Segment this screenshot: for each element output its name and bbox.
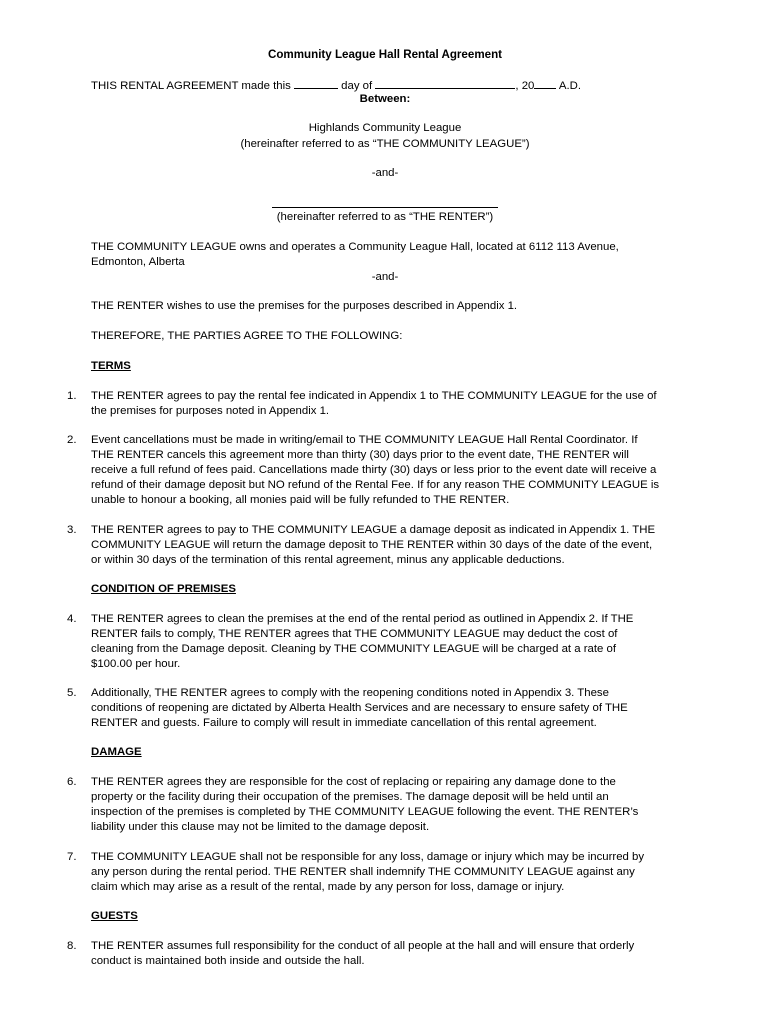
intro-prefix: THIS RENTAL AGREEMENT made this: [91, 80, 291, 92]
therefore-paragraph: THEREFORE, THE PARTIES AGREE TO THE FOLLOWING:: [91, 330, 403, 342]
clause-line: cleaning from the Damage deposit. Cleaning by THE COMMUNITY LEAGUE will be charged at a rate of: [91, 643, 617, 655]
clause-line: the premises for purposes noted in Appendix 1.: [91, 405, 330, 417]
clause-line: THE RENTER agrees to pay to THE COMMUNITY LEAGUE a damage deposit as indicated in Appendix 1. THE: [91, 524, 656, 536]
clause-line: any person during the rental period. THE RENTER shall indemnify THE COMMUNITY LEAGUE against any: [91, 866, 635, 878]
and-separator: -and-: [371, 167, 399, 179]
clause-line: THE RENTER agrees they are responsible for the cost of replacing or repairing any damage done to the: [91, 776, 616, 788]
renter-wishes-paragraph: THE RENTER wishes to use the premises for the purposes described in Appendix 1.: [91, 300, 518, 312]
agreement-clause: [91, 389, 721, 419]
renter-name-blank: [272, 207, 498, 208]
clause-line: COMMUNITY LEAGUE will return the damage deposit to THE RENTER within 30 days of the date of the event,: [91, 539, 653, 551]
clause-line: or within 30 days of the termination of this rental agreement, minus any applicable deductions.: [91, 554, 565, 566]
month-blank: [375, 77, 515, 89]
item-number: 6.: [67, 776, 77, 788]
clause-line: receive a full refund of fees paid. Cancellations made thirty (30) days or less prior to the event date will receive a: [91, 464, 657, 476]
item-number: 1.: [67, 390, 77, 402]
clause-line: THE RENTER assumes full responsibility for the conduct of all people at the hall and will ensure that orderly: [91, 940, 635, 952]
item-number: 7.: [67, 851, 77, 863]
clause-line: inspection of the premises is completed by THE COMMUNITY LEAGUE following the event. THE RENTER’s: [91, 806, 639, 818]
clause-line: property or the facility during their occupation of the premises. The damage deposit will be held until an: [91, 791, 609, 803]
agreement-clause: [91, 612, 721, 672]
clause-line: RENTER and guests. Failure to comply will result in immediate cancellation of this rental agreement.: [91, 717, 597, 729]
clause-line: conduct is maintained both inside and outside the hall.: [91, 955, 365, 967]
party1-reference: (hereinafter referred to as “THE COMMUNITY LEAGUE”): [240, 138, 530, 150]
clause-line: unable to honour a booking, all monies paid will be fully refunded to THE RENTER.: [91, 494, 510, 506]
clause-line: refund of their damage deposit but NO refund of the Rental Fee. If for any reason THE COMMUNITY LEAGUE is: [91, 479, 660, 491]
clause-line: liability under this clause may not be limited to the damage deposit.: [91, 821, 430, 833]
agreement-clause: [91, 939, 721, 969]
intro-day-label: day of: [341, 80, 373, 92]
clause-line: $100.00 per hour.: [91, 658, 181, 670]
clause-line: claim which may arise as a result of the rental, made by any person for loss, damage or injury.: [91, 881, 565, 893]
section-heading-guests: GUESTS: [91, 910, 138, 922]
paragraph-line: THE COMMUNITY LEAGUE owns and operates a Community League Hall, located at 6112 113 Avenue,: [91, 241, 619, 253]
year-blank: [534, 77, 556, 89]
party2-reference: (hereinafter referred to as “THE RENTER”): [276, 211, 494, 223]
clause-line: conditions of reopening are dictated by Alberta Health Services and are necessary to ensure safety of THE: [91, 702, 628, 714]
agreement-clause: [91, 433, 721, 508]
paragraph-line: Edmonton, Alberta: [91, 256, 185, 268]
intro-suffix: A.D.: [558, 80, 582, 92]
clause-line: THE RENTER agrees to clean the premises at the end of the rental period as outlined in Appendix 2. If THE: [91, 613, 634, 625]
item-number: 8.: [67, 940, 77, 952]
agreement-clause: [91, 775, 721, 835]
section-heading-damage: DAMAGE: [91, 746, 142, 758]
agreement-clause: [91, 850, 721, 895]
agreement-clause: [91, 523, 721, 568]
party1-name: Highlands Community League: [308, 122, 462, 134]
item-number: 5.: [67, 687, 77, 699]
clause-line: THE COMMUNITY LEAGUE shall not be responsible for any loss, damage or injury which may be incurred by: [91, 851, 645, 863]
document-title: Community League Hall Rental Agreement: [267, 48, 503, 61]
between-label: Between:: [359, 93, 411, 105]
clause-line: Event cancellations must be made in writing/email to THE COMMUNITY LEAGUE Hall Rental Coordinator. If: [91, 434, 638, 446]
item-number: 3.: [67, 524, 77, 536]
item-number: 4.: [67, 613, 77, 625]
day-blank: [294, 77, 338, 89]
section-heading-condition: CONDITION OF PREMISES: [91, 583, 236, 595]
section-heading-terms: TERMS: [91, 360, 131, 372]
and-separator: -and-: [371, 271, 399, 283]
clause-line: Additionally, THE RENTER agrees to comply with the reopening conditions noted in Appendix 3. These: [91, 687, 609, 699]
clause-line: THE RENTER agrees to pay the rental fee indicated in Appendix 1 to THE COMMUNITY LEAGUE for the use of: [91, 390, 657, 402]
intro-year-prefix: , 20: [515, 80, 535, 92]
league-owns-paragraph: [91, 240, 721, 270]
item-number: 2.: [67, 434, 77, 446]
clause-line: RENTER fails to comply, THE RENTER agrees that THE COMMUNITY LEAGUE may deduct the cost of: [91, 628, 618, 640]
agreement-clause: [91, 686, 721, 731]
clause-line: THE RENTER cancels this agreement more than thirty (30) days prior to the event date, THE RENTER will: [91, 449, 629, 461]
